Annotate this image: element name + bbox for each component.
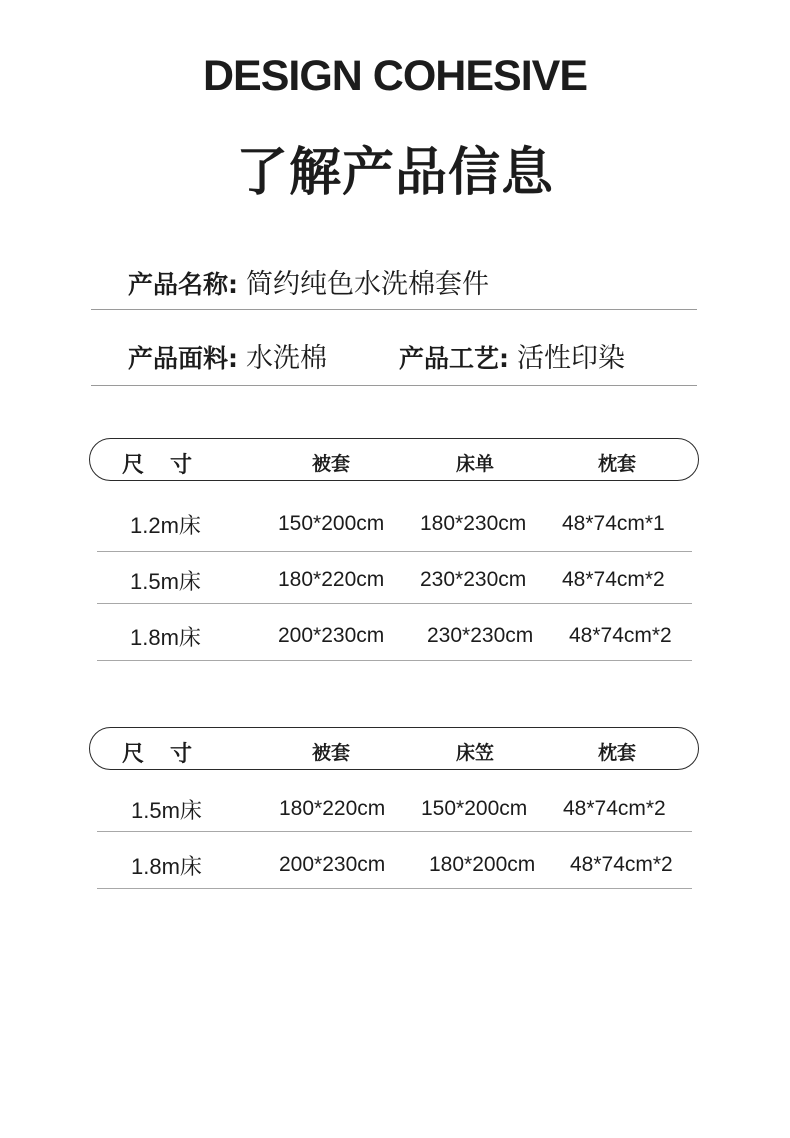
- header-size: 尺寸: [122, 742, 219, 767]
- cell-size: 1.8m床: [131, 854, 202, 879]
- header-duvet: 被套: [312, 742, 351, 764]
- cell-duvet: 150*200cm: [278, 512, 385, 535]
- cell-size: 1.8m床: [130, 625, 201, 650]
- cell-duvet: 180*220cm: [279, 797, 386, 820]
- product-name-row: [128, 262, 489, 301]
- cell-sheet: 230*230cm: [427, 624, 534, 647]
- cell-pillow: 48*74cm*1: [562, 512, 665, 535]
- row-divider: [97, 831, 692, 832]
- header-duvet: 被套: [312, 453, 351, 475]
- row-divider: [97, 603, 692, 604]
- english-title: DESIGN COHESIVE: [202, 52, 588, 100]
- cell-pillow: 48*74cm*2: [562, 568, 665, 591]
- cell-size: 1.2m床: [130, 513, 201, 538]
- chinese-title: 了解产品信息: [235, 143, 554, 203]
- header-size: 尺寸: [122, 453, 219, 478]
- craft-label: 产品工艺:: [399, 344, 509, 373]
- product-craft-row: [399, 336, 625, 375]
- cell-duvet: 200*230cm: [278, 624, 385, 647]
- cell-pillow: 48*74cm*2: [569, 624, 672, 647]
- cell-size: 1.5m床: [131, 798, 202, 823]
- product-material-row: [128, 336, 327, 375]
- divider: [91, 385, 697, 386]
- product-name-label: 产品名称:: [128, 270, 238, 299]
- material-label: 产品面料:: [128, 344, 238, 373]
- cell-sheet: 180*200cm: [429, 853, 536, 876]
- cell-duvet: 200*230cm: [279, 853, 386, 876]
- row-divider: [97, 660, 692, 661]
- product-name-value: 简约纯色水洗棉套件: [246, 269, 489, 300]
- header-pillow: 枕套: [598, 453, 637, 475]
- header-pillow: 枕套: [598, 742, 637, 764]
- cell-sheet: 150*200cm: [421, 797, 528, 820]
- row-divider: [97, 888, 692, 889]
- material-value: 水洗棉: [246, 343, 327, 374]
- cell-pillow: 48*74cm*2: [570, 853, 673, 876]
- craft-value: 活性印染: [517, 343, 625, 374]
- cell-pillow: 48*74cm*2: [563, 797, 666, 820]
- cell-size: 1.5m床: [130, 569, 201, 594]
- cell-sheet: 230*230cm: [420, 568, 527, 591]
- divider: [91, 309, 697, 310]
- row-divider: [97, 551, 692, 552]
- cell-duvet: 180*220cm: [278, 568, 385, 591]
- header-fitted-sheet: 床笠: [456, 742, 495, 764]
- header-sheet: 床单: [456, 453, 495, 475]
- cell-sheet: 180*230cm: [420, 512, 527, 535]
